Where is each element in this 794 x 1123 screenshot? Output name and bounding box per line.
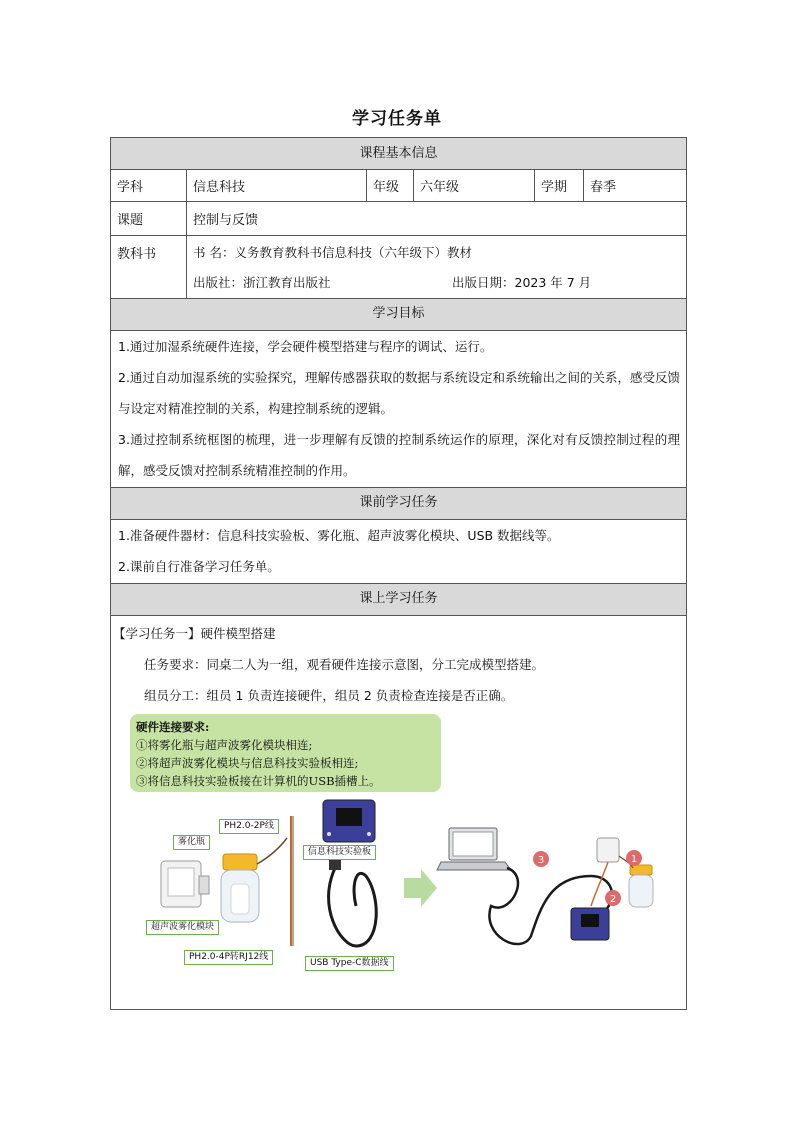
requirements-title: 硬件连接要求: [136,720,210,734]
requirement-item-2: ②将超声波雾化模块与信息科技实验板相连; [136,756,359,770]
flow-arrow-icon [404,869,437,907]
label-ph2-4p: PH2.0-4P转RJ12线 [184,950,273,965]
section-header-objectives: 学习目标 [111,299,686,331]
topic-label: 课题 [111,202,187,235]
hardware-connection-diagram [111,796,686,1006]
objective-3: 3.通过控制系统框图的梳理，进一步理解有反馈的控制系统运作的原理，深化对有反馈控制过程的理解，感受反馈对控制系统精准控制的作用。 [118,432,680,478]
subject-label: 学科 [111,170,187,201]
task1-heading: 【学习任务一】硬件模型搭建 [113,626,276,641]
objective-1: 1.通过加湿系统硬件连接，学会硬件模型搭建与程序的调试、运行。 [118,339,493,354]
laptop-image [437,828,511,870]
in-class-content [111,616,686,1009]
tech-board-image [323,800,375,842]
info-row-topic [111,202,686,236]
task1-division: 组员分工：组员 1 负责连接硬件，组员 2 负责检查连接是否正确。 [144,688,514,703]
label-bottle: 雾化瓶 [173,835,210,850]
info-row-subject [111,170,686,202]
atomizer-module-image [161,861,209,907]
grade-label: 年级 [367,170,414,201]
pre-task-2: 2.课前自行准备学习任务单。 [118,559,280,574]
publisher-line: 出版社：浙江教育出版社 [193,275,331,290]
task1-requirement: 任务要求：同桌二人为一组，观看硬件连接示意图，分工完成模型搭建。 [144,657,545,672]
label-ph2-2p: PH2.0-2P线 [219,819,279,834]
label-usb-cable: USB Type-C数据线 [305,956,394,971]
term-label: 学期 [535,170,584,201]
book-name-line: 书 名：义务教育教科书信息科技（六年级下）教材 [193,245,472,260]
objective-2: 2.通过自动加湿系统的实验探究，理解传感器获取的数据与系统设定和系统输出之间的关系，感受反馈与设定对精准控制的关系，构建控制系统的逻辑。 [118,370,680,416]
objectives-block [111,331,686,488]
publish-date-line: 出版日期：2023 年 7 月 [452,275,592,290]
section-header-basic-info: 课程基本信息 [111,138,686,170]
section-header-pre-class: 课前学习任务 [111,488,686,520]
step-number-2: 2 [609,894,617,905]
requirement-item-3: ③将信息科技实验板接在计算机的USB插槽上。 [136,774,381,788]
section-header-in-class: 课上学习任务 [111,584,686,616]
subject-value: 信息科技 [187,170,367,201]
topic-value: 控制与反馈 [193,213,259,228]
info-row-textbook [111,236,686,299]
pre-task-1: 1.准备硬件器材：信息科技实验板、雾化瓶、超声波雾化模块、USB 数据线等。 [118,528,560,543]
term-value: 春季 [590,180,617,195]
hardware-requirements-box [130,714,441,792]
atomizer-bottle-image [221,854,259,922]
task-sheet-table [110,137,687,1010]
label-board: 信息科技实验板 [303,845,376,860]
step-number-1: 1 [630,854,638,865]
label-module: 超声波雾化模块 [146,920,219,935]
step-number-3: 3 [537,855,545,866]
requirement-item-1: ①将雾化瓶与超声波雾化模块相连; [136,738,313,752]
grade-value: 六年级 [414,170,535,201]
document-title: 学习任务单 [352,109,442,129]
pre-class-tasks [111,520,686,584]
textbook-label: 教科书 [111,236,187,298]
